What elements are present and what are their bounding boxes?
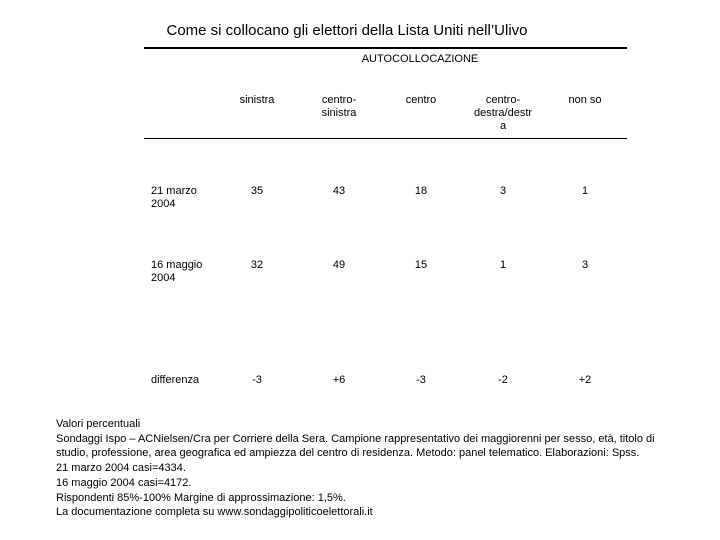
table-cell: 35 [250,185,264,197]
table-cell: 18 [414,185,428,197]
table-cell: 49 [332,259,346,271]
note-documentation: La documentazione completa su www.sondaggipoliticoelettorali.it [56,506,373,519]
col-header-non-so: non so [568,94,602,106]
table-cell: 43 [332,185,346,197]
page-title: Come si collocano gli elettori della Lista Uniti nell’Ulivo [166,22,528,39]
table-header-rule [144,138,627,139]
row-label-16-maggio: 16 maggio 2004 [151,259,203,284]
table-top-rule [144,47,627,49]
table-cell: 1 [499,259,507,271]
col-header-centro: centro [405,94,437,106]
group-header: AUTOCOLLOCAZIONE [361,53,479,65]
table-cell: -3 [252,374,262,386]
table-cell: +6 [332,374,346,386]
col-header-centro-destra: centro- destra/destr a [473,94,533,132]
note-methodology: Sondaggi Ispo – ACNielsen/Cra per Corriere della Sera. Campione rappresentativo dei maggiorenni per sesso, età, titolo di studio, professione, area geografica ed ampiezza del centro di residenza. Metodo: panel telematico. Elaborazioni: Spss. [56,432,655,460]
col-header-centro-sinistra: centro- sinistra [321,94,357,119]
table-cell: 1 [581,185,589,197]
note-cases-march: 21 marzo 2004 casi=4334. [56,462,186,475]
note-values: Valori percentuali [56,418,141,430]
table-cell: 15 [414,259,428,271]
table-cell: 3 [499,185,507,197]
note-margin: Rispondenti 85%-100% Margine di approssimazione: 1,5%. [56,491,346,504]
row-label-differenza: differenza [151,374,200,386]
table-cell: -2 [498,374,508,386]
table-cell: -3 [416,374,426,386]
note-cases-may: 16 maggio 2004 casi=4172. [56,476,192,489]
row-label-21-marzo: 21 marzo 2004 [151,185,197,210]
table-cell: 3 [581,259,589,271]
table-cell: +2 [578,374,592,386]
table-cell: 32 [250,259,264,271]
footnotes [56,417,656,520]
col-header-sinistra: sinistra [239,94,275,106]
